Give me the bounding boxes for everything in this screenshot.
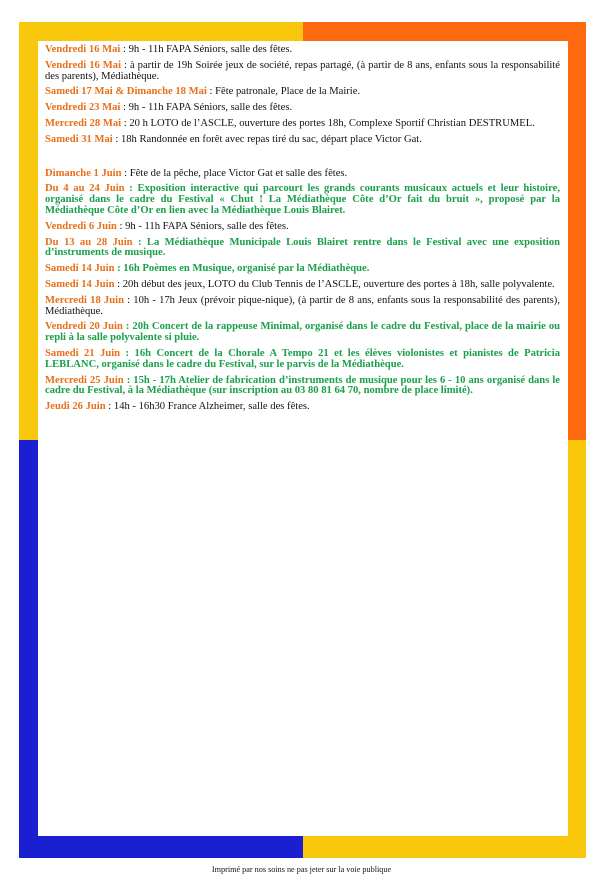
entry-text: La Médiathèque Municipale Louis Blairet rentre dans le Festival avec une exposition d’instruments de musique. (45, 236, 561, 259)
agenda-entry (45, 238, 560, 260)
entry-separator: : (116, 220, 126, 232)
agenda-entry (45, 349, 560, 371)
entry-date: Samedi 31 Mai (45, 133, 113, 145)
entry-date: Vendredi 20 Juin (45, 321, 123, 333)
entry-separator: : (121, 167, 130, 179)
agenda-entry (45, 376, 560, 398)
entry-date: Mercredi 28 Mai (45, 117, 122, 129)
entry-text: 18h Randonnée en forêt avec repas tiré du sac, départ place Victor Gat. (120, 133, 422, 145)
entry-date: Samedi 21 Juin (45, 347, 121, 359)
entry-separator: : (114, 263, 124, 275)
agenda-entry (45, 296, 560, 318)
entry-date: Samedi 17 Mai & Dimanche 18 Mai (45, 86, 207, 98)
entry-separator: : (120, 44, 129, 55)
agenda-panel (38, 41, 568, 836)
entry-text: 9h - 11h FAPA Séniors, salle des fêtes. (128, 44, 293, 55)
entry-date: Samedi 14 Juin (45, 263, 115, 275)
agenda-list (38, 41, 568, 413)
entry-date: Du 4 au 24 Juin (45, 183, 125, 195)
entry-separator: : (121, 117, 130, 129)
entry-date: Du 13 au 28 Juin (45, 236, 133, 248)
entry-separator: : (120, 347, 135, 359)
agenda-entry (45, 169, 560, 180)
entry-text: 16h Poèmes en Musique, organisé par la Médiathèque. (123, 263, 370, 275)
entry-text: 20 h LOTO de l’ASCLE, ouverture des portes 18h, Complexe Sportif Christian DESTRUMEL. (129, 117, 535, 129)
entry-text: 14h - 16h30 France Alzheimer, salle des fêtes. (113, 401, 310, 413)
entry-text: 9h - 11h FAPA Séniors, salle des fêtes. (125, 220, 289, 232)
entry-date: Vendredi 16 Mai (45, 44, 121, 55)
entry-text: Fête patronale, Place de la Mairie. (215, 86, 361, 98)
entry-text: 10h - 17h Jeux (prévoir pique-nique), (à partir de 8 ans, enfants sous la responsabilité des parents), Médiathèque. (45, 294, 560, 317)
agenda-entry (45, 45, 560, 56)
footer-note: Imprimé par nos soins ne pas jeter sur la voie publique (211, 865, 392, 874)
agenda-entry (45, 402, 560, 413)
entry-text: 20h début des jeux, LOTO du Club Tennis de l’ASCLE, ouverture des portes à 18h, salle polyvalente. (122, 278, 555, 290)
agenda-entry (45, 280, 560, 291)
agenda-entry (45, 222, 560, 233)
entry-separator: : (124, 183, 138, 195)
entry-text: à partir de 19h Soirée jeux de société, repas partagé, (à partir de 8 ans, enfants sous la responsabilité des parents), Médiathèque. (45, 59, 561, 82)
entry-separator: : (105, 401, 114, 413)
entry-text: 9h - 11h FAPA Séniors, salle des fêtes. (128, 102, 293, 114)
entry-date: Vendredi 6 Juin (45, 220, 117, 232)
entry-separator: : (123, 374, 134, 386)
entry-separator: : (206, 86, 216, 98)
entry-date: Vendredi 23 Mai (45, 102, 121, 114)
entry-date: Dimanche 1 Juin (45, 167, 122, 179)
entry-date: Mercredi 18 Juin (45, 294, 124, 306)
entry-text: 15h - 17h Atelier de fabrication d’instruments de musique pour les 6 - 10 ans organisé dans le cadre du Festival, à la Médiathèque (sur inscription au 03 80 81 64 70, nombre de place limité). (45, 374, 560, 397)
entry-text: 16h Concert de la Chorale A Tempo 21 et les élèves violonistes et pianistes de Patricia LEBLANC, organisé dans le cadre du Festival, sur le parvis de la Médiathèque. (45, 347, 560, 370)
agenda-entry (45, 184, 560, 216)
entry-separator: : (114, 278, 123, 290)
entry-date: Jeudi 26 Juin (45, 401, 106, 413)
entry-separator: : (123, 294, 134, 306)
entry-date: Mercredi 25 Juin (45, 374, 124, 386)
entry-separator: : (120, 102, 129, 114)
entry-text: 20h Concert de la rappeuse Minimal, organisé dans le cadre du Festival, place de la mairie ou repli à la salle polyvalente si pluie. (45, 321, 561, 344)
entry-separator: : (121, 59, 130, 71)
entry-separator: : (132, 236, 147, 248)
agenda-entry (45, 264, 560, 275)
entry-text: Exposition interactive qui parcourt les grands courants musicaux actuels et leur histoire, organisé dans le cadre du Festival « Chut ! La Médiathèque Côte d’Or fait du bruit », proposé par la Médiathèque Côte d’Or en lien avec la Médiathèque Louis Blairet. (45, 183, 560, 216)
agenda-entry (45, 135, 560, 146)
agenda-entry (45, 322, 560, 344)
agenda-entry (45, 103, 560, 114)
entry-separator: : (112, 133, 121, 145)
entry-date: Vendredi 16 Mai (45, 59, 122, 71)
agenda-entry (45, 61, 560, 83)
entry-text: Fête de la pêche, place Victor Gat et salle des fêtes. (129, 167, 348, 179)
entry-date: Samedi 14 Juin (45, 278, 115, 290)
agenda-entry (45, 87, 560, 98)
agenda-entry (45, 119, 560, 130)
entry-separator: : (122, 321, 133, 333)
